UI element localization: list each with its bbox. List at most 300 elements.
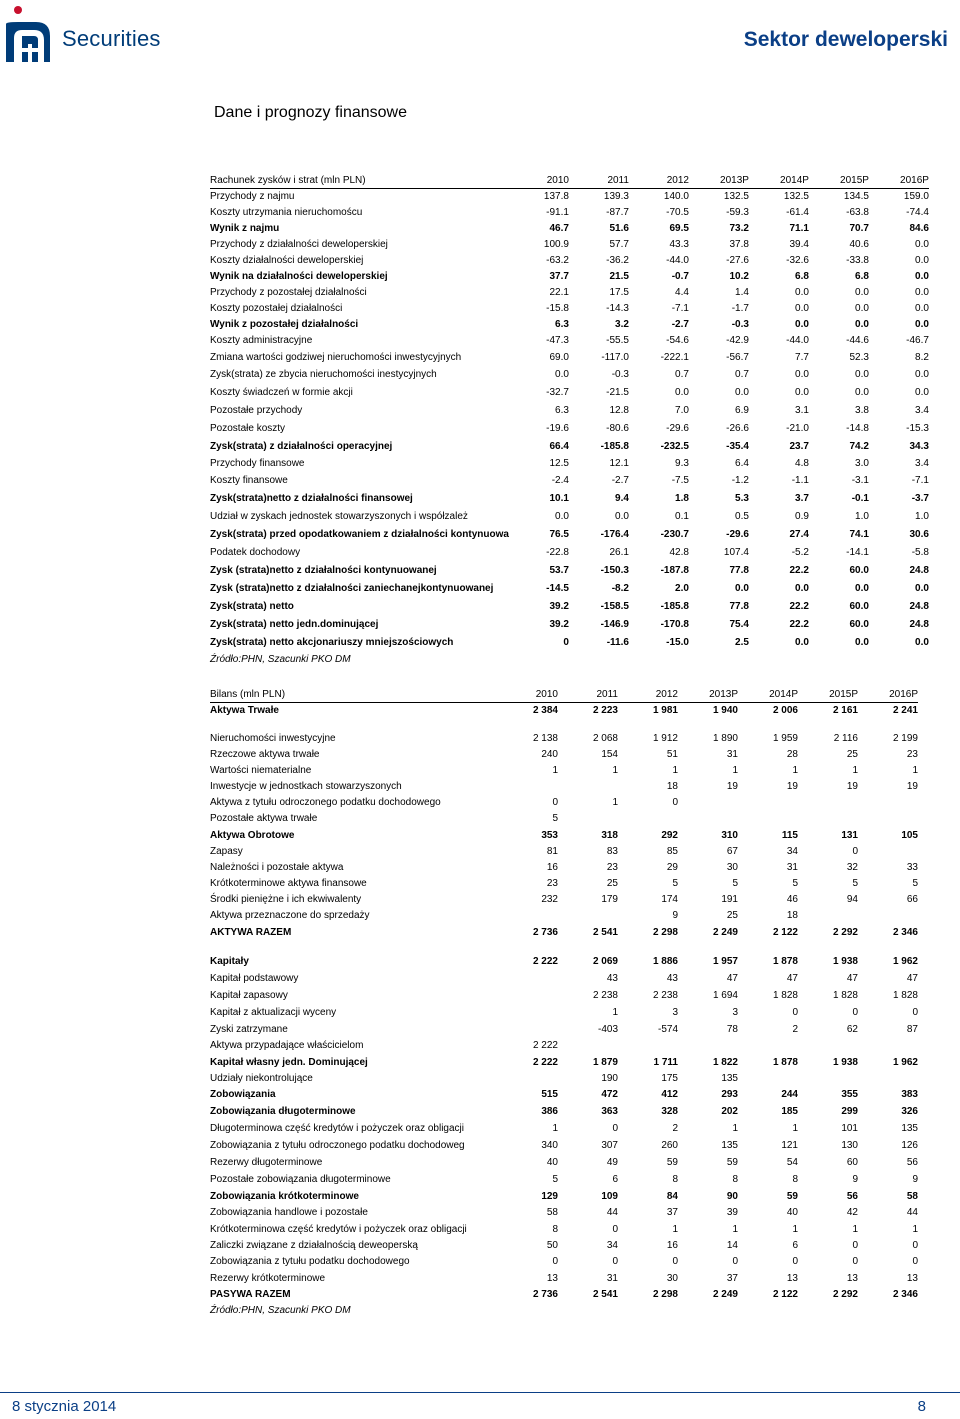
cell-value: 2 249 bbox=[712, 926, 738, 938]
cell-value: 47 bbox=[786, 972, 798, 984]
table-row bbox=[210, 402, 929, 420]
cell-value: 515 bbox=[541, 1089, 558, 1100]
cell-value: 8 bbox=[672, 1173, 678, 1185]
cell-value: 383 bbox=[901, 1089, 918, 1100]
table-title: Bilans (mln PLN) bbox=[210, 688, 498, 703]
cell-value: -74.4 bbox=[906, 207, 929, 218]
cell-value bbox=[558, 779, 618, 795]
table-row bbox=[210, 876, 918, 892]
cell-value bbox=[498, 987, 558, 1004]
cell-value: 1 bbox=[732, 1122, 738, 1134]
cell-value: 31 bbox=[726, 749, 738, 760]
cell-value: 19 bbox=[786, 781, 798, 792]
table-row bbox=[210, 1054, 918, 1071]
cell-value: 5.3 bbox=[735, 493, 749, 504]
table-row bbox=[210, 634, 929, 652]
cell-value: 13 bbox=[846, 1272, 858, 1284]
table-row bbox=[210, 1221, 918, 1238]
table-row bbox=[210, 1103, 918, 1120]
row-label: Pozostałe przychody bbox=[210, 405, 303, 416]
cell-value: 22.2 bbox=[789, 601, 809, 612]
cell-value: 2 292 bbox=[832, 926, 858, 938]
cell-value bbox=[798, 811, 858, 827]
cell-value: 67 bbox=[726, 846, 738, 857]
cell-value: -2.7 bbox=[611, 475, 629, 486]
cell-value: 0.5 bbox=[735, 511, 749, 522]
cell-value: 25 bbox=[846, 749, 858, 760]
cell-value: 2 541 bbox=[592, 1289, 618, 1300]
cell-value: 5 bbox=[732, 878, 738, 889]
table-row bbox=[210, 317, 929, 333]
cell-value: -7.1 bbox=[911, 475, 929, 486]
cell-value: 1 878 bbox=[772, 955, 798, 967]
cell-value: 292 bbox=[661, 829, 678, 841]
table-row bbox=[210, 953, 918, 970]
cell-value bbox=[678, 941, 738, 953]
cell-value: 310 bbox=[721, 829, 738, 841]
cell-value: 0.0 bbox=[855, 583, 869, 594]
table-row bbox=[210, 747, 918, 763]
row-label: Kapitały bbox=[210, 955, 249, 967]
row-label: Wynik na działalności deweloperskiej bbox=[210, 271, 388, 282]
cell-value: 2 069 bbox=[592, 955, 618, 967]
table-row bbox=[210, 285, 929, 301]
cell-value: 159.0 bbox=[903, 191, 929, 202]
cell-value: 22.2 bbox=[789, 619, 809, 630]
row-label: Kapitał podstawowy bbox=[210, 972, 299, 984]
cell-value: 1 bbox=[792, 1223, 798, 1235]
cell-value: -87.7 bbox=[606, 207, 629, 218]
cell-value: 107.4 bbox=[723, 547, 749, 558]
row-label: Przychody z pozostałej działalności bbox=[210, 287, 367, 298]
row-label: Aktywa z tytułu odroczonego podatku dochodowego bbox=[210, 797, 441, 808]
table-row bbox=[210, 616, 929, 634]
table-row bbox=[210, 301, 929, 317]
cell-value: 121 bbox=[781, 1139, 798, 1151]
cell-value bbox=[858, 719, 918, 731]
cell-value: 3 bbox=[732, 1006, 738, 1018]
cell-value: 340 bbox=[541, 1139, 558, 1151]
row-label: Krótkoterminowe aktywa finansowe bbox=[210, 878, 367, 889]
row-label: Zysk(strata) ze zbycia nieruchomości inestycyjnych bbox=[210, 369, 437, 380]
cell-value bbox=[798, 908, 858, 924]
cell-value: 18 bbox=[786, 910, 798, 921]
cell-value: 31 bbox=[606, 1272, 618, 1284]
cell-value: -27.6 bbox=[726, 255, 749, 266]
cell-value: 23.7 bbox=[789, 440, 809, 452]
cell-value: 0.0 bbox=[915, 637, 929, 648]
row-label: Wynik z pozostałej działalności bbox=[210, 319, 359, 330]
cell-value: -170.8 bbox=[660, 619, 689, 630]
cell-value bbox=[798, 941, 858, 953]
cell-value bbox=[498, 779, 558, 795]
cell-value: -5.8 bbox=[911, 547, 929, 558]
cell-value: 0.0 bbox=[915, 287, 929, 298]
cell-value: 59 bbox=[786, 1190, 798, 1202]
cell-value bbox=[798, 795, 858, 811]
cell-value: 42.8 bbox=[669, 547, 689, 558]
table-row bbox=[210, 1171, 918, 1188]
cell-value: 2 222 bbox=[532, 955, 558, 967]
cell-value bbox=[558, 908, 618, 924]
cell-value: 0.0 bbox=[795, 583, 809, 594]
cell-value: 54 bbox=[786, 1156, 798, 1168]
cell-value: 34 bbox=[786, 846, 798, 857]
table-row bbox=[210, 490, 929, 508]
cell-value: 1 bbox=[552, 765, 558, 776]
cell-value: 30 bbox=[726, 862, 738, 873]
cell-value: 1.0 bbox=[915, 511, 929, 522]
column-header: 2011 bbox=[558, 688, 618, 703]
table-row bbox=[210, 1004, 918, 1021]
cell-value: 25 bbox=[606, 878, 618, 889]
cell-value: 6.8 bbox=[795, 271, 809, 282]
table-row bbox=[210, 1137, 918, 1154]
cell-value: 2 222 bbox=[532, 1056, 558, 1068]
cell-value: 0.0 bbox=[915, 303, 929, 314]
cell-value: -33.8 bbox=[846, 255, 869, 266]
footer-date: 8 stycznia 2014 bbox=[12, 1398, 117, 1415]
cell-value: 0 bbox=[672, 797, 678, 808]
cell-value: -11.6 bbox=[606, 637, 629, 648]
column-header: 2016P bbox=[869, 174, 929, 189]
cell-value: 0.7 bbox=[675, 369, 689, 380]
cell-value: 299 bbox=[841, 1105, 858, 1117]
cell-value: 31 bbox=[786, 862, 798, 873]
cell-value: 19 bbox=[906, 781, 918, 792]
cell-value: 3.7 bbox=[795, 493, 809, 504]
cell-value: 25 bbox=[726, 910, 738, 921]
row-label: Rzeczowe aktywa trwałe bbox=[210, 749, 320, 760]
cell-value: 2 222 bbox=[532, 1040, 558, 1051]
cell-value: 0.1 bbox=[675, 511, 689, 522]
cell-value: 60.0 bbox=[849, 565, 869, 576]
table-row bbox=[210, 827, 918, 844]
cell-value: 0.7 bbox=[735, 369, 749, 380]
cell-value bbox=[618, 811, 678, 827]
cell-value: -15.0 bbox=[666, 637, 689, 648]
column-header: 2014P bbox=[738, 688, 798, 703]
cell-value: 0.0 bbox=[735, 387, 749, 398]
cell-value: 0.0 bbox=[795, 303, 809, 314]
row-label: Zobowiązania długoterminowe bbox=[210, 1105, 356, 1117]
cell-value: -146.9 bbox=[600, 619, 629, 630]
cell-value: 1 981 bbox=[652, 705, 678, 716]
cell-value: 6.4 bbox=[735, 457, 749, 469]
row-label: AKTYWA RAZEM bbox=[210, 926, 292, 938]
column-header: 2013P bbox=[678, 688, 738, 703]
cell-value: 135 bbox=[721, 1073, 738, 1084]
cell-value: -32.7 bbox=[546, 387, 569, 398]
table-row bbox=[210, 366, 929, 384]
cell-value: 232 bbox=[541, 894, 558, 905]
cell-value: -2.7 bbox=[671, 319, 689, 330]
table-row bbox=[210, 1154, 918, 1171]
cell-value: 105 bbox=[901, 829, 918, 841]
cell-value bbox=[678, 1038, 738, 1054]
cell-value: 51 bbox=[666, 749, 678, 760]
cell-value: 0.0 bbox=[915, 239, 929, 250]
cell-value: 2 298 bbox=[652, 1289, 678, 1300]
cell-value: 115 bbox=[781, 829, 798, 841]
cell-value: 12.1 bbox=[609, 457, 629, 469]
income-source-note: Źródło:PHN, Szacunki PKO DM bbox=[210, 654, 351, 665]
cell-value: 39.4 bbox=[789, 239, 809, 250]
cell-value: 70.7 bbox=[849, 223, 869, 234]
column-header: 2011 bbox=[569, 174, 629, 189]
cell-value bbox=[858, 1038, 918, 1054]
row-label: Zobowiązania z tytułu odroczonego podatku dochodoweg bbox=[210, 1139, 465, 1151]
cell-value: 8 bbox=[552, 1223, 558, 1235]
cell-value: 9 bbox=[912, 1173, 918, 1185]
cell-value bbox=[738, 941, 798, 953]
cell-value bbox=[498, 1071, 558, 1087]
cell-value: 0.0 bbox=[735, 583, 749, 594]
column-header: 2014P bbox=[749, 174, 809, 189]
cell-value: 60.0 bbox=[849, 601, 869, 612]
table-row bbox=[210, 438, 929, 455]
cell-value: 5 bbox=[672, 878, 678, 889]
cell-value: 0 bbox=[612, 1122, 618, 1134]
cell-value: 386 bbox=[541, 1105, 558, 1117]
cell-value: -14.5 bbox=[546, 583, 569, 594]
table-row bbox=[210, 703, 918, 720]
row-label: Pozostałe zobowiązania długoterminowe bbox=[210, 1173, 391, 1185]
cell-value: 5 bbox=[912, 878, 918, 889]
cell-value: 56 bbox=[846, 1190, 858, 1202]
cell-value: 326 bbox=[901, 1105, 918, 1117]
cell-value: 1 711 bbox=[653, 1056, 678, 1068]
row-label: Zysk(strata) netto jedn.dominującej bbox=[210, 619, 379, 630]
row-label: Koszty administracyjne bbox=[210, 335, 313, 346]
cell-value: 1 bbox=[912, 1223, 918, 1235]
table-row bbox=[210, 1205, 918, 1221]
cell-value: -54.6 bbox=[666, 335, 689, 346]
cell-value: 26.1 bbox=[609, 547, 629, 558]
cell-value: 44 bbox=[606, 1207, 618, 1218]
cell-value: 47 bbox=[726, 972, 738, 984]
cell-value: 84.6 bbox=[909, 223, 929, 234]
cell-value: 58 bbox=[906, 1190, 918, 1202]
cell-value: 0 bbox=[912, 1240, 918, 1251]
table-row bbox=[210, 731, 918, 747]
cell-value: 14 bbox=[726, 1240, 738, 1251]
cell-value: 3 bbox=[672, 1006, 678, 1018]
cell-value: 0.0 bbox=[915, 255, 929, 266]
cell-value: -185.8 bbox=[660, 601, 689, 612]
cell-value: -1.7 bbox=[731, 303, 749, 314]
cell-value: -8.2 bbox=[611, 583, 629, 594]
cell-value: 1 890 bbox=[712, 733, 738, 744]
table-row bbox=[210, 892, 918, 908]
table-row bbox=[210, 1087, 918, 1103]
cell-value bbox=[498, 908, 558, 924]
table-row bbox=[210, 1238, 918, 1254]
cell-value: 0 bbox=[852, 1256, 858, 1267]
cell-value: 7.7 bbox=[795, 351, 809, 363]
cell-value: 130 bbox=[841, 1139, 858, 1151]
row-label: Koszty finansowe bbox=[210, 475, 288, 486]
table-row bbox=[210, 844, 918, 860]
cell-value: 1 bbox=[672, 765, 678, 776]
cell-value: 30.6 bbox=[909, 529, 929, 540]
cell-value: 2 346 bbox=[892, 1289, 918, 1300]
cell-value: -0.7 bbox=[671, 271, 689, 282]
cell-value: 1 957 bbox=[712, 955, 738, 967]
table-row bbox=[210, 719, 918, 731]
cell-value: 6.3 bbox=[555, 319, 569, 330]
cell-value: 77.8 bbox=[729, 601, 749, 612]
cell-value: 1 bbox=[792, 1122, 798, 1134]
row-label: Udziały niekontrolujące bbox=[210, 1073, 313, 1084]
cell-value: -185.8 bbox=[600, 440, 629, 452]
cell-value: 21.5 bbox=[609, 271, 629, 282]
cell-value: 12.8 bbox=[609, 405, 629, 416]
cell-value: 37.8 bbox=[729, 239, 749, 250]
cell-value: 46 bbox=[786, 894, 798, 905]
cell-value bbox=[618, 1038, 678, 1054]
cell-value: 37 bbox=[726, 1272, 738, 1284]
table-row bbox=[210, 1287, 918, 1303]
cell-value: -14.1 bbox=[846, 547, 869, 558]
cell-value: 42 bbox=[846, 1207, 858, 1218]
cell-value: 0 bbox=[852, 1240, 858, 1251]
column-header: 2012 bbox=[618, 688, 678, 703]
cell-value: -80.6 bbox=[606, 423, 629, 434]
cell-value: 40.6 bbox=[849, 239, 869, 250]
table-row bbox=[210, 1021, 918, 1038]
table-title: Rachunek zysków i strat (mln PLN) bbox=[210, 174, 509, 189]
cell-value: 2 238 bbox=[652, 989, 678, 1001]
cell-value: 75.4 bbox=[729, 619, 749, 630]
cell-value bbox=[678, 811, 738, 827]
cell-value: 0.0 bbox=[615, 511, 629, 522]
cell-value: 8 bbox=[732, 1173, 738, 1185]
cell-value: 12.5 bbox=[549, 457, 569, 469]
row-label: Kapitał z aktualizacji wyceny bbox=[210, 1006, 337, 1018]
cell-value: 9.3 bbox=[675, 457, 689, 469]
cell-value: 60 bbox=[846, 1156, 858, 1168]
cell-value: -0.3 bbox=[731, 319, 749, 330]
row-label: Zapasy bbox=[210, 846, 243, 857]
cell-value: 69.0 bbox=[549, 351, 569, 363]
cell-value: 1.0 bbox=[855, 511, 869, 522]
cell-value: 2 292 bbox=[832, 1289, 858, 1300]
cell-value: 19 bbox=[726, 781, 738, 792]
cell-value: 0.0 bbox=[915, 319, 929, 330]
cell-value bbox=[498, 970, 558, 987]
cell-value: 77.8 bbox=[729, 565, 749, 576]
cell-value: 83 bbox=[606, 846, 618, 857]
cell-value: 0 bbox=[912, 1006, 918, 1018]
row-label: Zobowiązania z tytułu podatku dochodowego bbox=[210, 1256, 410, 1267]
cell-value: 1 822 bbox=[712, 1056, 738, 1068]
cell-value: -7.1 bbox=[671, 303, 689, 314]
cell-value: 24.8 bbox=[909, 619, 929, 630]
cell-value: 76.5 bbox=[549, 529, 569, 540]
cell-value: 9 bbox=[672, 910, 678, 921]
cell-value: 3.0 bbox=[855, 457, 869, 469]
cell-value: 3.2 bbox=[615, 319, 629, 330]
cell-value: 0.0 bbox=[795, 319, 809, 330]
cell-value: -29.6 bbox=[726, 529, 749, 540]
cell-value: 94 bbox=[846, 894, 858, 905]
cell-value: 62 bbox=[846, 1023, 858, 1035]
cell-value: 0 bbox=[552, 797, 558, 808]
cell-value: 1.8 bbox=[675, 493, 689, 504]
cell-value: 39.2 bbox=[549, 619, 569, 630]
table-row bbox=[210, 221, 929, 237]
cell-value: 18 bbox=[666, 781, 678, 792]
row-label: Zyski zatrzymane bbox=[210, 1023, 288, 1035]
row-label: Pozostałe aktywa trwałe bbox=[210, 813, 318, 824]
footer-divider bbox=[0, 1392, 960, 1393]
cell-value: 4.4 bbox=[675, 287, 689, 298]
table-row bbox=[210, 508, 929, 526]
cell-value: 2 199 bbox=[892, 733, 918, 744]
cell-value: 74.1 bbox=[849, 529, 869, 540]
cell-value bbox=[738, 811, 798, 827]
cell-value: -26.6 bbox=[726, 423, 749, 434]
table-row bbox=[210, 795, 918, 811]
cell-value: 0.0 bbox=[855, 319, 869, 330]
cell-value: 13 bbox=[786, 1272, 798, 1284]
cell-value: 49 bbox=[606, 1156, 618, 1168]
cell-value bbox=[798, 1071, 858, 1087]
cell-value: 179 bbox=[601, 894, 618, 905]
cell-value: 134.5 bbox=[843, 191, 869, 202]
cell-value: 0 bbox=[672, 1256, 678, 1267]
cell-value: 355 bbox=[841, 1089, 858, 1100]
page-number: 8 bbox=[917, 1398, 926, 1415]
cell-value: 39 bbox=[726, 1207, 738, 1218]
cell-value: -44.6 bbox=[846, 335, 869, 346]
cell-value: 29 bbox=[666, 862, 678, 873]
cell-value bbox=[618, 719, 678, 731]
cell-value: 59 bbox=[666, 1156, 678, 1168]
cell-value: 135 bbox=[721, 1139, 738, 1151]
row-label: Aktywa przypadające właścicielom bbox=[210, 1040, 364, 1051]
table-row bbox=[210, 526, 929, 544]
cell-value: 24.8 bbox=[909, 601, 929, 612]
cell-value: 44 bbox=[906, 1207, 918, 1218]
cell-value: 1 bbox=[612, 1006, 618, 1018]
cell-value: 40 bbox=[546, 1156, 558, 1168]
cell-value: 202 bbox=[721, 1105, 738, 1117]
cell-value: -21.5 bbox=[606, 387, 629, 398]
row-label: Koszty pozostałej działalności bbox=[210, 303, 343, 314]
balance-source-note: Źródło:PHN, Szacunki PKO DM bbox=[210, 1305, 351, 1316]
cell-value: 0.0 bbox=[795, 287, 809, 298]
cell-value: 52.3 bbox=[849, 351, 869, 363]
table-row bbox=[210, 544, 929, 562]
cell-value: -117.0 bbox=[601, 351, 629, 363]
cell-value: 59 bbox=[726, 1156, 738, 1168]
cell-value: 240 bbox=[541, 749, 558, 760]
cell-value bbox=[678, 795, 738, 811]
row-label: Rezerwy krótkoterminowe bbox=[210, 1272, 326, 1284]
cell-value: 1 938 bbox=[832, 1056, 858, 1068]
cell-value: -21.0 bbox=[786, 423, 809, 434]
row-label: Wynik z najmu bbox=[210, 223, 280, 234]
table-row bbox=[210, 349, 929, 366]
row-label: Kapitał zapasowy bbox=[210, 989, 288, 1001]
cell-value: -232.5 bbox=[660, 440, 689, 452]
cell-value: 19 bbox=[846, 781, 858, 792]
cell-value: 53.7 bbox=[549, 565, 569, 576]
cell-value: 50 bbox=[546, 1240, 558, 1251]
cell-value: 2 238 bbox=[592, 989, 618, 1001]
